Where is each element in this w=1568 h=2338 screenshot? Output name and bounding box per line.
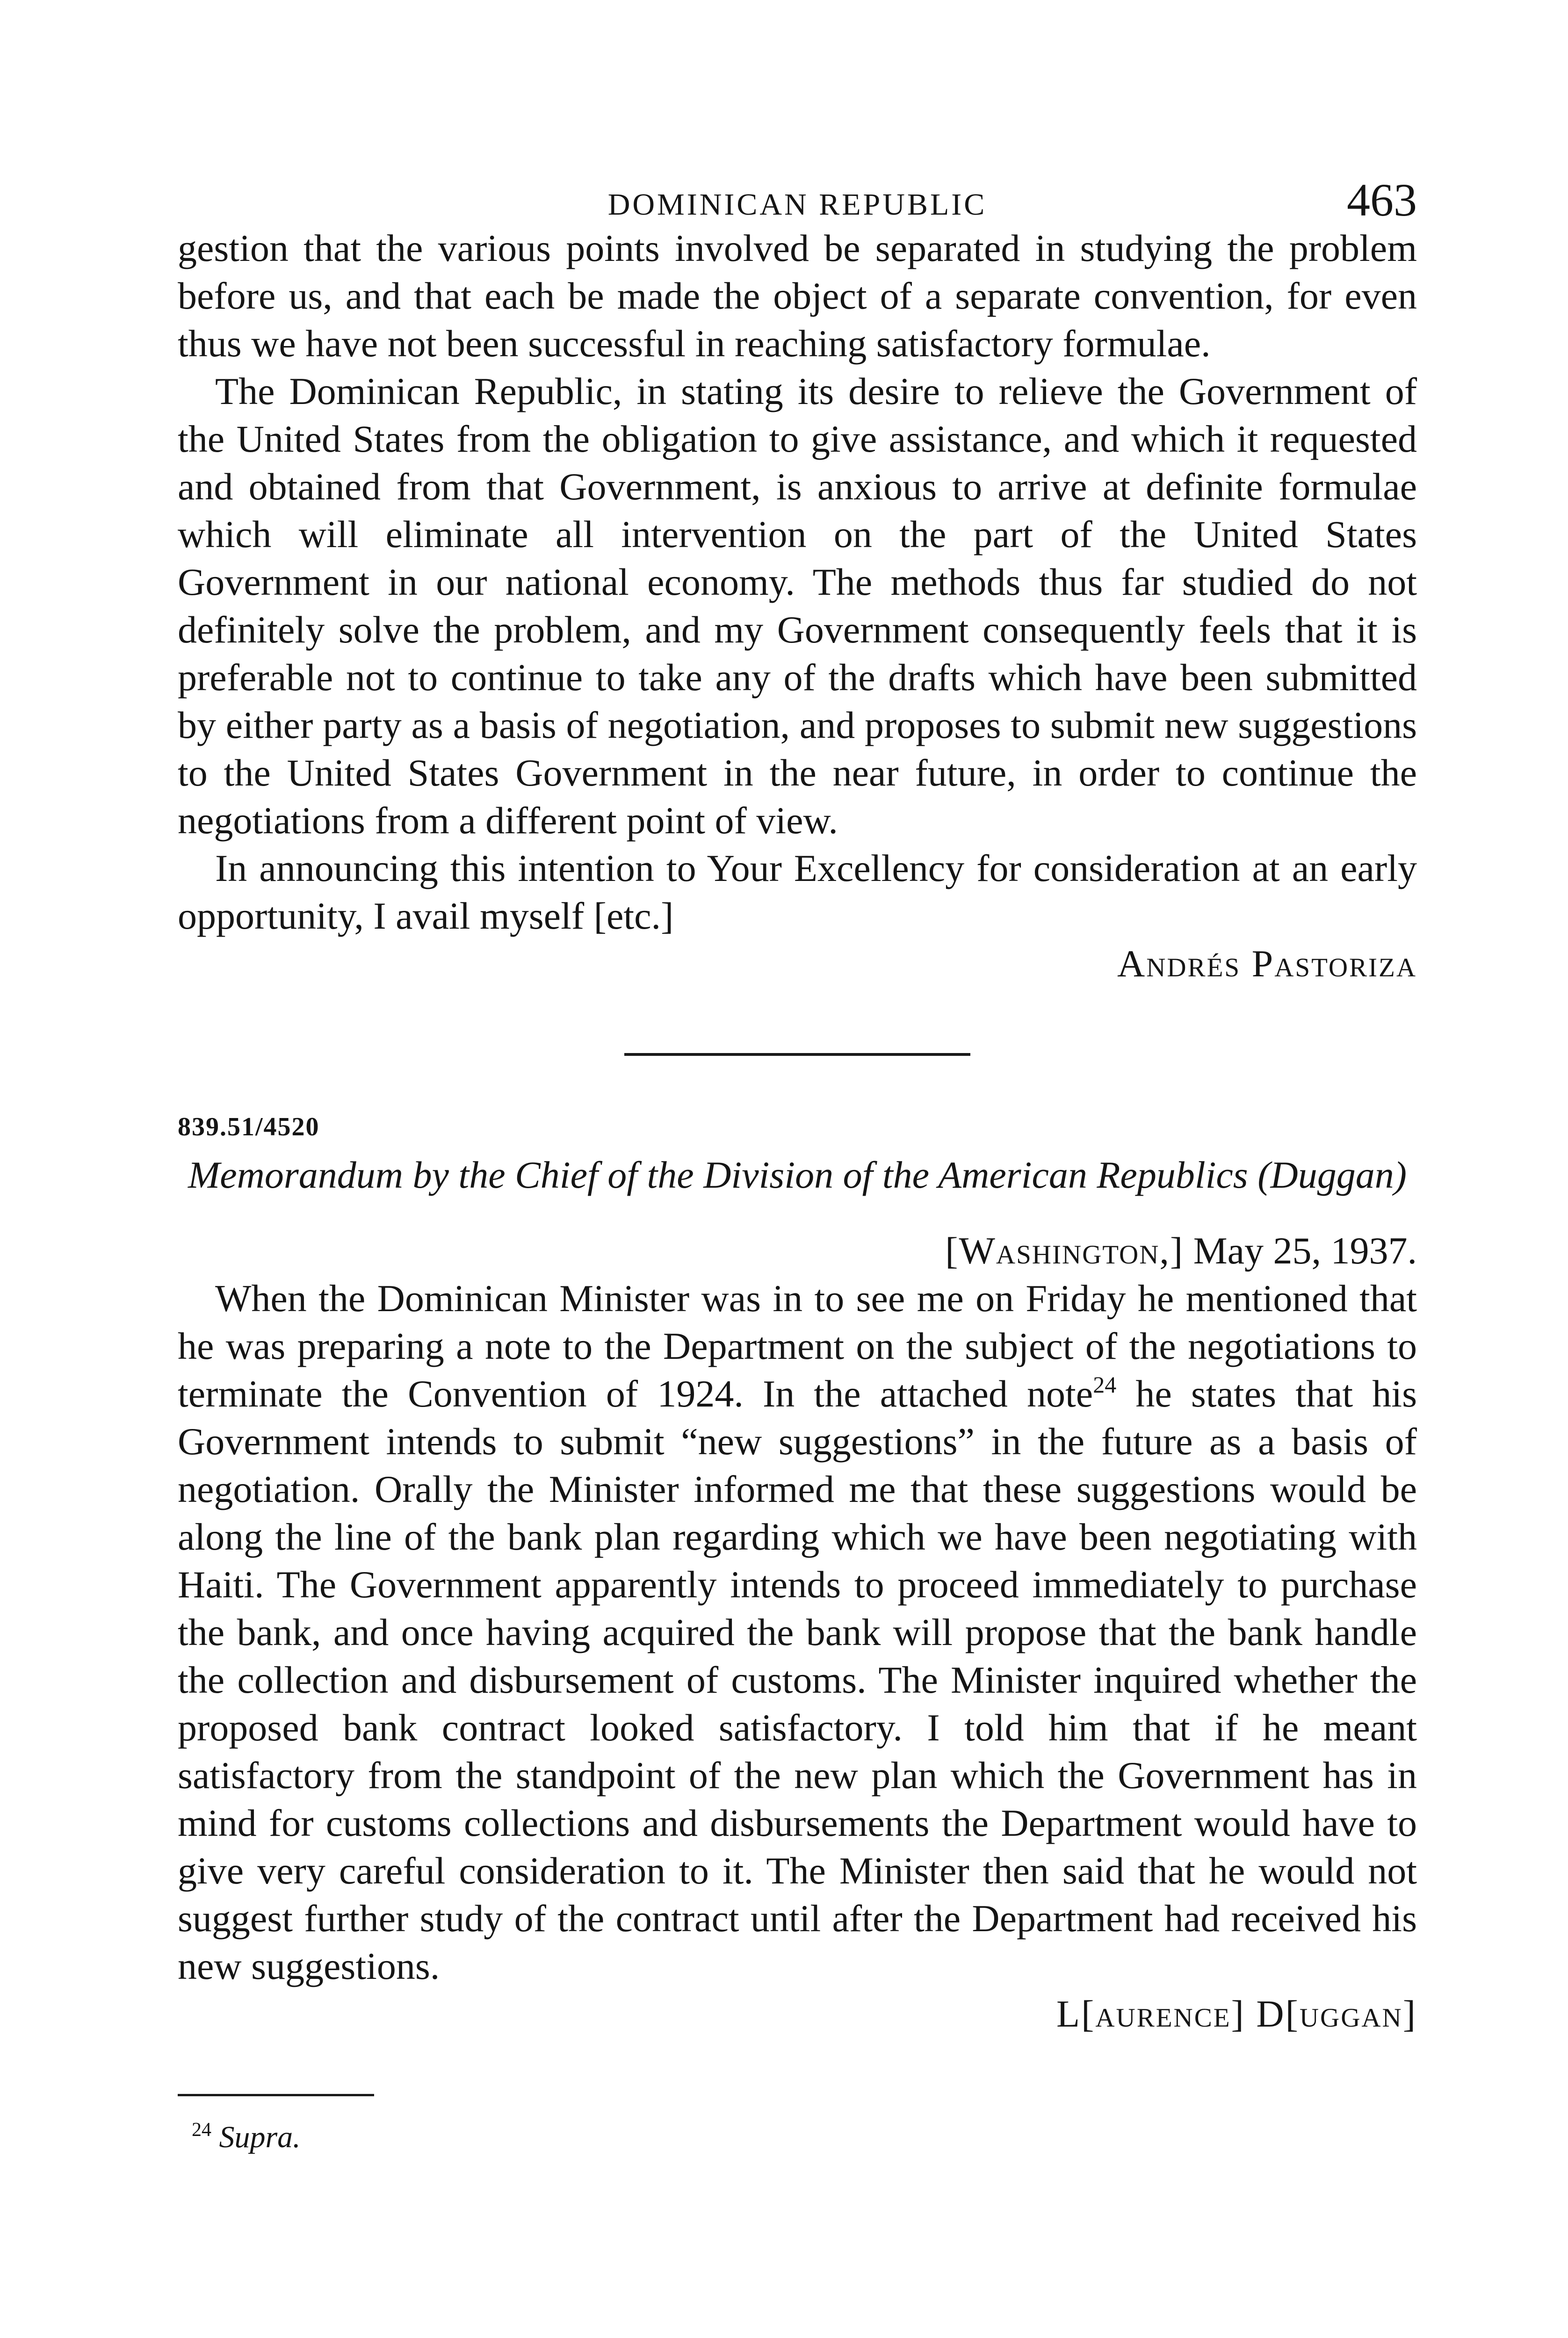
footnote-marker: 24 — [192, 2119, 211, 2141]
footnote — [192, 2120, 1417, 2155]
section-divider — [624, 1053, 970, 1056]
page — [178, 168, 1417, 2155]
letter-paragraph-1: gestion that the various points involved be separated in studying the problem before us, and that each be made the object of a separate convention, for even thus we have not been successful in reaching satisfactory formulae. — [178, 227, 1417, 365]
memo-title: Memorandum by the Chief of the Division of the American Republics (Duggan) — [188, 1154, 1407, 1196]
running-head: DOMINICAN REPUBLIC — [607, 188, 987, 222]
footnote-rule — [178, 2094, 374, 2096]
memo-text-part-2: he states that his Government intends to submit “new suggestions” in the future as a basis of negotiation. Orally the Minister informed me that these suggestions would be along the line of the bank plan regarding which we have been negotiating with Haiti. The Government apparently intends to proceed immediately to purchase the bank, and once having acquired the bank will propose that the bank handle the collection and disbursement of customs. The Minister inquired whether the proposed bank contract looked satisfactory. I told him that if he meant satisfactory from the standpoint of the new plan which the Government has in mind for customs collections and disbursements the Department would have to give very careful consideration to it. The Minister then said that he would not suggest further study of the contract until after the Department had received his new suggestions. — [178, 1372, 1417, 1987]
page-header — [178, 168, 1417, 224]
letter-paragraph-3: In announcing this intention to Your Excellency for consideration at an early opportunity, I avail myself [etc.] — [178, 847, 1417, 937]
page-number: 463 — [1347, 174, 1417, 226]
memo-paragraph — [178, 1275, 1417, 1990]
file-number: 839.51/4520 — [178, 1112, 320, 1141]
dateline-place: [Washington,] — [945, 1229, 1184, 1272]
footnote-text: Supra. — [219, 2120, 301, 2154]
letter-signature: Andrés Pastoriza — [1117, 942, 1417, 985]
memo-dateline — [178, 1227, 1417, 1275]
letter-paragraph-2: The Dominican Republic, in stating its desire to relieve the Government of the United States from the obligation to give assistance, and which it requested and obtained from that Government, is anxious to arrive at definite formulae which will eliminate all intervention on the part of the United States Government in our national economy. The methods thus far studied do not definitely solve the problem, and my Government consequently feels that it is preferable not to continue to take any of the drafts which have been submitted by either party as a basis of negotiation, and proposes to submit new suggestions to the United States Government in the near future, in order to continue the negotiations from a different point of view. — [178, 370, 1417, 842]
memo-text-part-1: When the Dominican Minister was in to see me on Friday he mentioned that he was preparing a note to the Department on the subject of the negotiations to terminate the Convention of 1924. In the attached note — [178, 1277, 1417, 1415]
footnote-reference: 24 — [1093, 1371, 1117, 1398]
dateline-date: May 25, 1937. — [1193, 1229, 1417, 1272]
memo-signature: L[aurence] D[uggan] — [1056, 1992, 1417, 2035]
